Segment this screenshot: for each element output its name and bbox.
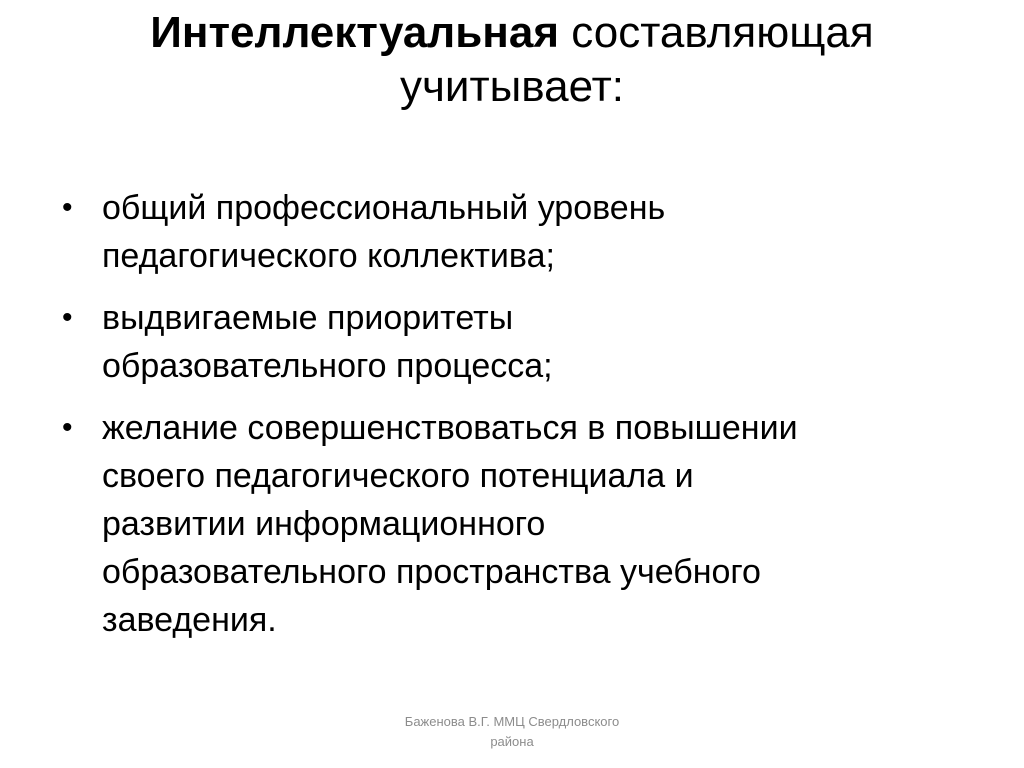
bullet-text-line: образовательного пространства учебного <box>102 553 761 591</box>
bullet-list <box>60 184 970 658</box>
bullet-item-professional-level <box>60 184 970 280</box>
bullet-item-self-improvement <box>60 404 970 644</box>
title-bold-part: Интеллектуальная <box>150 8 560 57</box>
bullet-marker: • <box>62 301 73 334</box>
bullet-marker: • <box>62 191 73 224</box>
bullet-text-line: педагогического коллектива; <box>102 237 555 275</box>
slide-title <box>60 6 964 114</box>
bullet-text-line: развитии информационного <box>102 505 546 543</box>
title-normal-part-line1: составляющая <box>559 8 874 57</box>
footer-author-line2: района <box>490 734 534 749</box>
bullet-text-line: образовательного процесса; <box>102 347 553 385</box>
title-normal-part-line2: учитывает: <box>399 62 625 111</box>
bullet-text-line: общий профессиональный уровень <box>102 189 666 227</box>
bullet-marker: • <box>62 411 73 444</box>
bullet-item-priorities <box>60 294 970 390</box>
slide-footer <box>362 712 662 752</box>
bullet-text-line: желание совершенствоваться в повышении <box>102 409 798 447</box>
footer-author-line1: Баженова В.Г. ММЦ Свердловского <box>404 714 620 729</box>
bullet-text-line: выдвигаемые приоритеты <box>102 299 514 337</box>
bullet-text-line: своего педагогического потенциала и <box>102 457 694 495</box>
bullet-text-line: заведения. <box>102 601 277 639</box>
